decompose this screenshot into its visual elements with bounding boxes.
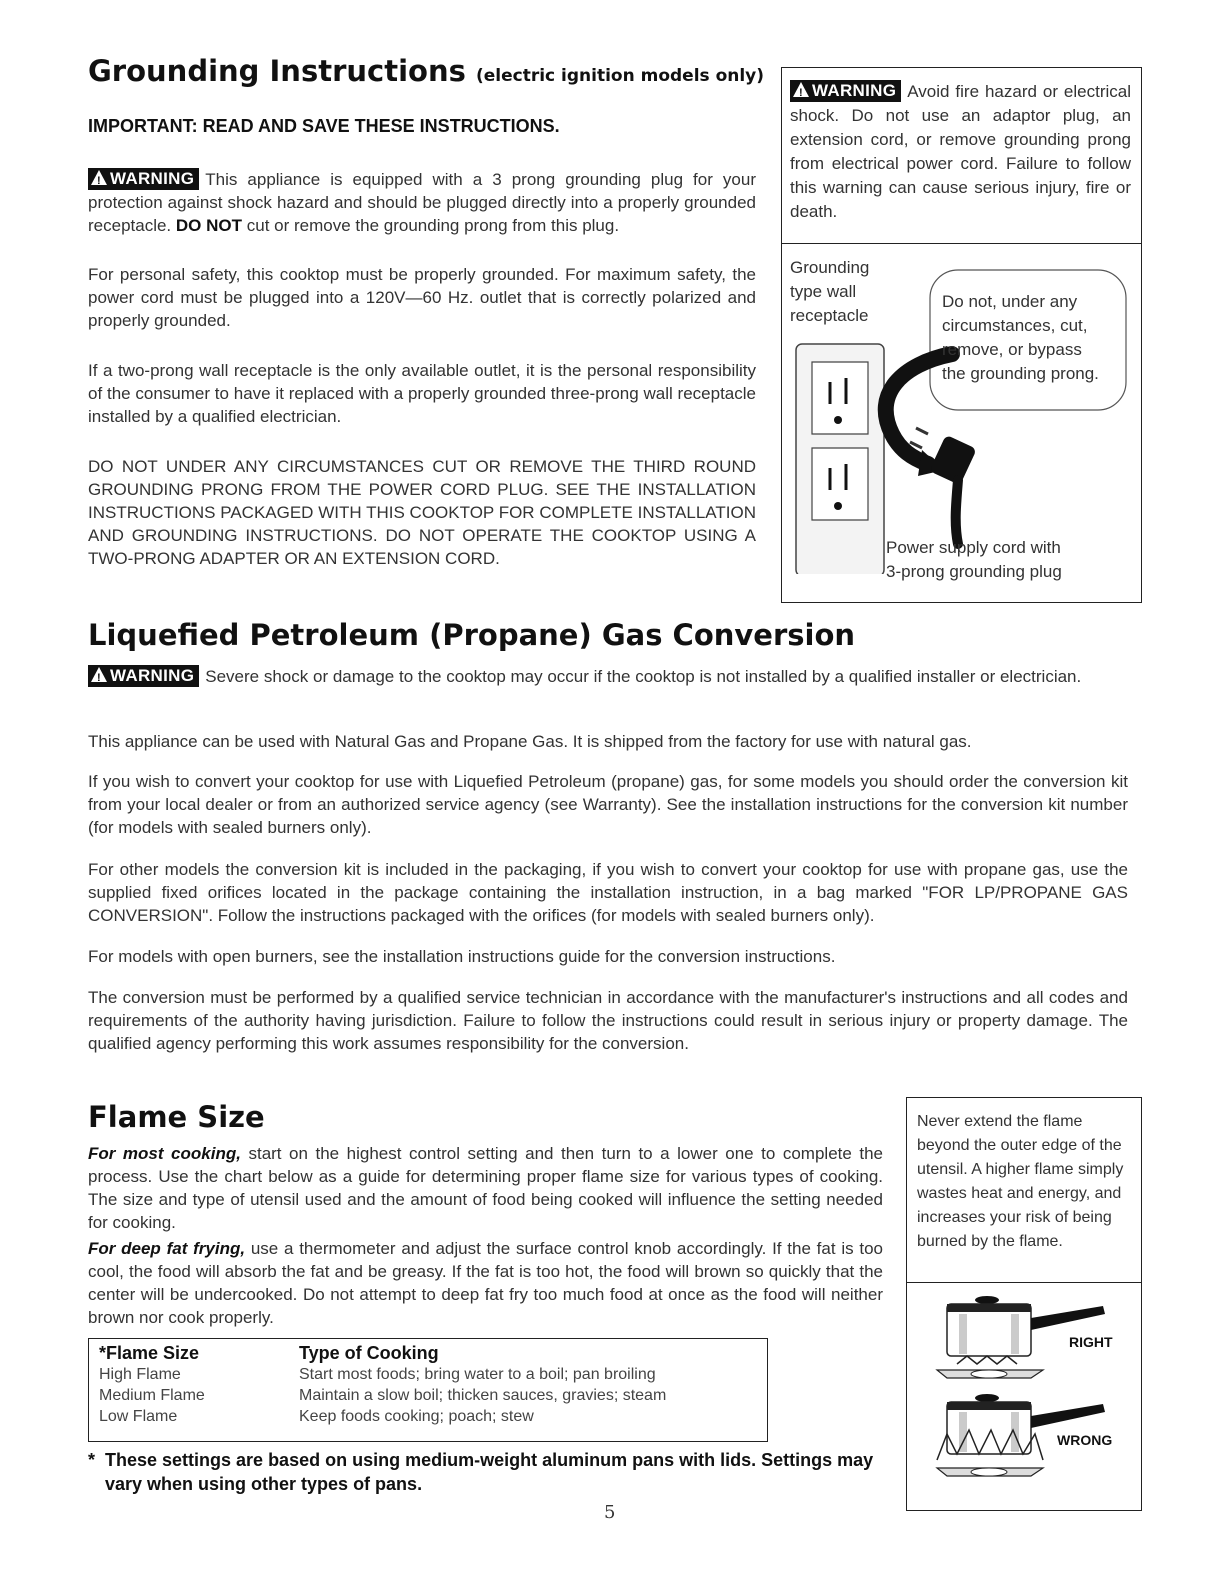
lp-para-3: For other models the conversion kit is included in the packaging, if you wish to convert your cooktop for use with propane gas, use the supplied fixed orifices located in the package containing the installation instruction, in a bag marked "FOR LP/PROPANE GAS CONVERSION". Follow the instructions packaged with the orifices (for models with sealed burners only). [88, 860, 1128, 925]
flame-title: Flame Size [88, 1100, 265, 1134]
grounding-para-3: DO NOT UNDER ANY CIRCUMSTANCES CUT OR REMOVE THE THIRD ROUND GROUNDING PRONG FROM THE POWER CORD PLUG. SEE THE INSTALLATION INSTRUCTIONS PACKAGED WITH THIS COOKTOP FOR COMPLETE INSTALLATION AND GROUNDING INSTRUCTIONS. DO NOT OPERATE THE COOKTOP USING A TWO-PRONG ADAPTER OR AN EXTENSION CORD. [88, 457, 756, 568]
warning-triangle-icon [91, 667, 107, 682]
grounding-plug-icon [910, 428, 977, 544]
flame-size-table [88, 1338, 768, 1442]
warning-badge: !WARNING [790, 80, 901, 102]
receptacle-label: Grounding type wall receptacle [790, 258, 870, 325]
lp-para-4: For models with open burners, see the installation instructions guide for the conversion instructions. [88, 947, 836, 966]
grounding-warning-paragraph: !WARNING This appliance is equipped with a 3 prong grounding plug for your protection against shock hazard and should be plugged directly into a properly grounded receptacle. DO NOT cut or remove the grounding prong from this plug. [88, 168, 756, 237]
table-row: Low Flame Keep foods cooking; poach; stew [99, 1408, 534, 1425]
flame-footnote: * These settings are based on using medium-weight aluminum pans with lids. Settings may vary when using other types of pans. [88, 1450, 874, 1494]
page-number: 5 [604, 1502, 616, 1523]
wall-receptacle-icon [796, 344, 884, 574]
grounding-para-2: If a two-prong wall receptacle is the only available outlet, it is the personal responsibility of the consumer to have it replaced with a properly grounded three-prong wall receptacle installed by a qualified electrician. [88, 361, 756, 426]
wrong-label: WRONG [1057, 1432, 1113, 1448]
warning-triangle-icon [91, 170, 107, 185]
important-note: IMPORTANT: READ AND SAVE THESE INSTRUCTIONS. [88, 116, 560, 136]
lp-para-5: The conversion must be performed by a qualified service technician in accordance with the manufacturer's instructions and all codes and requirements of the authority having jurisdiction. Failure to follow the instructions could result in serious injury or property damage. The qualified agency performing this work assumes responsibility for the conversion. [88, 988, 1128, 1053]
flame-most-cooking: For most cooking, start on the highest control setting and then turn to a lower one to complete the process. Use the chart below as a guide for determining proper flame size for various types of cooking. The size and type of utensil used and the amount of food being cooked will influence the setting needed for cooking. [88, 1144, 883, 1232]
right-label: RIGHT [1069, 1334, 1113, 1350]
table-header: *Flame Size [99, 1343, 200, 1363]
flame-side-note: Never extend the flame beyond the outer edge of the utensil. A higher flame simply wastes heat and energy, and increases your risk of being burned by the flame. [917, 1113, 1124, 1250]
table-row: High Flame Start most foods; bring water to a boil; pan broiling [99, 1366, 656, 1383]
cord-caption: Power supply cord with 3-prong grounding plug [886, 538, 1062, 581]
warning-badge: !WARNING [88, 168, 199, 190]
callout-text: Do not, under any circumstances, cut, remove, or bypass the grounding prong. [942, 292, 1099, 383]
flame-deep-fat: For deep fat frying, use a thermometer and adjust the surface control knob accordingly. If the fat is too cool, the food will absorb the fat and be greasy. If the fat is too hot, the food will brown so quickly that the center will be undercooked. Do not attempt to deep fat fry too much food at once as the food will neither brown nor cook properly. [88, 1239, 883, 1327]
warning-badge: !WARNING [88, 665, 199, 687]
warning-triangle-icon [793, 82, 809, 97]
grounding-title: Grounding Instructions (electric ignition models only) [88, 54, 765, 88]
grounding-para-1: For personal safety, this cooktop must be properly grounded. For maximum safety, the power cord must be plugged into a 120V—60 Hz. outlet that is correctly polarized and properly grounded. [88, 265, 756, 330]
lp-title: Liquefied Petroleum (Propane) Gas Conversion [88, 618, 856, 652]
grounding-sidebox [781, 67, 1142, 603]
lp-warning-paragraph: !WARNING Severe shock or damage to the cooktop may occur if the cooktop is not installed by a qualified installer or electrician. [88, 665, 1128, 688]
lp-para-2: If you wish to convert your cooktop for use with Liquefied Petroleum (propane) gas, for some models you should order the conversion kit from your local dealer or from an authorized service agency (see Warranty). See the installation instructions for the conversion kit number (for models with sealed burners only). [88, 772, 1128, 837]
table-row: Medium Flame Maintain a slow boil; thicken sauces, gravies; steam [99, 1387, 667, 1404]
sidebox-warning: !WARNING Avoid fire hazard or electrical shock. Do not use an adaptor plug, an extension cord, or remove grounding prong from electrical power cord. Failure to follow this warning can cause serious injury, fire or death. [782, 68, 1141, 244]
flame-sidebox [906, 1097, 1142, 1511]
flame-illustration [907, 1284, 1141, 1510]
lp-para-1: This appliance can be used with Natural Gas and Propane Gas. It is shipped from the factory for use with natural gas. [88, 732, 972, 751]
grounding-title-sub: (electric ignition models only) [475, 66, 765, 86]
table-header: Type of Cooking [299, 1343, 439, 1363]
